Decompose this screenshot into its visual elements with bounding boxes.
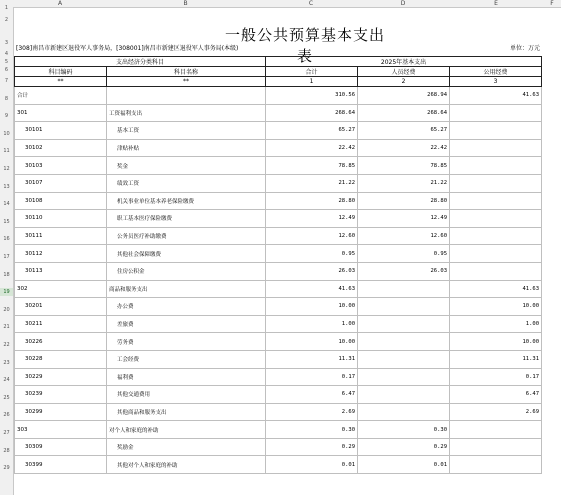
cell-code[interactable]: 301 [15,104,107,122]
column-header-b[interactable]: B [183,0,188,7]
cell-code[interactable]: 302 [15,280,107,298]
cell-name[interactable]: 奖金 [107,157,266,175]
table-row [15,139,542,157]
cell-public[interactable] [450,210,542,228]
table-row [15,298,542,316]
cell-name[interactable]: 差旅费 [107,315,266,333]
cell-personnel[interactable]: 0.01 [358,456,450,474]
budget-table [14,56,542,474]
row-number[interactable]: 12 [3,166,10,172]
table-row [15,122,542,140]
column-header-a[interactable]: A [57,0,63,7]
cell-code[interactable]: 30239 [15,386,107,404]
cell-total[interactable]: 6.47 [266,386,358,404]
cell-personnel[interactable] [358,315,450,333]
cell-name[interactable]: 其他交通费用 [107,386,266,404]
cell-total[interactable]: 41.63 [266,280,358,298]
cell-name[interactable]: 办公费 [107,298,266,316]
row-number[interactable]: 29 [3,465,10,472]
agency-label: [308]南昌市新建区退役军人事务局，[308001]南昌市新建区退役军人事务局(本级) [16,45,239,52]
cell-total[interactable]: 10.00 [266,298,358,316]
table-row [15,262,542,280]
table-row [15,386,542,404]
cell-code[interactable]: 30299 [15,403,107,421]
row-number[interactable]: 5 [4,59,9,65]
cell-code[interactable]: 30399 [15,456,107,474]
row-number[interactable]: 16 [3,236,10,243]
cell-public[interactable] [450,157,542,175]
row-number[interactable]: 24 [3,377,10,384]
cell-name[interactable]: 劳务费 [107,333,266,351]
cell-public[interactable]: 6.47 [450,386,542,404]
cell-public[interactable] [450,139,542,157]
cell-public[interactable] [450,421,542,439]
cell-total[interactable]: 310.56 [266,87,358,105]
cell-name[interactable]: 其他社会保障缴费 [107,245,266,263]
cell-name[interactable]: 奖励金 [107,438,266,456]
row-number[interactable]: 2 [4,17,9,23]
column-header-f[interactable]: F [550,0,554,7]
cell-personnel[interactable]: 28.80 [358,192,450,210]
row-number[interactable]: 25 [3,394,10,401]
cell-personnel[interactable]: 0.95 [358,245,450,263]
row-number[interactable]: 21 [3,324,10,331]
cell-personnel[interactable]: 0.30 [358,421,450,439]
cell-name[interactable]: 商品和服务支出 [107,280,266,298]
header-personnel[interactable]: 人员经费 [358,67,450,77]
row-number[interactable]: 4 [4,51,9,57]
cell-personnel[interactable]: 0.29 [358,438,450,456]
cell-public[interactable] [450,192,542,210]
cell-total[interactable]: 11.31 [266,350,358,368]
cell-personnel[interactable]: 26.03 [358,262,450,280]
table-row [15,245,542,263]
cell-total[interactable]: 2.69 [266,403,358,421]
cell-public[interactable] [450,438,542,456]
table-row [15,174,542,192]
cell-total[interactable]: 1.00 [266,315,358,333]
cell-personnel[interactable]: 12.49 [358,210,450,228]
cell-code[interactable]: 303 [15,421,107,439]
cell-code[interactable]: 30111 [15,227,107,245]
cell-total[interactable]: 21.22 [266,174,358,192]
table-row [15,87,542,105]
cell-personnel[interactable] [358,386,450,404]
cell-total[interactable]: 65.27 [266,122,358,140]
table-row [15,157,542,175]
cell-public[interactable]: 1.00 [450,315,542,333]
row-number[interactable]: 10 [3,130,10,137]
cell-total[interactable]: 268.64 [266,104,358,122]
cell-personnel[interactable] [358,403,450,421]
header-year-expense[interactable]: 2025年基本支出 [266,57,542,67]
unit-label: 单位：万元 [510,45,541,52]
cell-total[interactable]: 22.42 [266,139,358,157]
header-econ-class[interactable]: 支出经济分类科目 [15,57,266,67]
cell-name[interactable]: 其他商品和服务支出 [107,403,266,421]
cell-total[interactable]: 26.03 [266,262,358,280]
table-row [15,403,542,421]
table-row [15,210,542,228]
cell-name[interactable]: 其他对个人和家庭的补助 [107,456,266,474]
cell-total[interactable]: 0.17 [266,368,358,386]
cell-name[interactable]: 津贴补贴 [107,139,266,157]
cell-code[interactable]: 30229 [15,368,107,386]
cell-personnel[interactable]: 21.22 [358,174,450,192]
table-row [15,192,542,210]
row-number[interactable]: 23 [3,359,10,366]
row-number[interactable]: 9 [4,113,9,120]
cell-public[interactable]: 0.17 [450,368,542,386]
header-public[interactable]: 公用经费 [450,67,542,77]
cell-name[interactable]: 公务员医疗补助缴费 [107,227,266,245]
column-header-e[interactable]: E [494,0,498,7]
header-name[interactable]: 科目名称 [107,67,266,77]
column-header-d[interactable]: D [400,0,406,7]
cell-personnel[interactable]: 22.42 [358,139,450,157]
cell-code[interactable]: 30112 [15,245,107,263]
header-code[interactable]: 科目编码 [15,67,107,77]
cell-personnel[interactable] [358,368,450,386]
cell-personnel[interactable]: 65.27 [358,122,450,140]
row-number[interactable]: 26 [3,412,10,419]
cell-public[interactable] [450,174,542,192]
cell-code[interactable]: 30201 [15,298,107,316]
table-row [15,315,542,333]
cell-public[interactable] [450,227,542,245]
header-index-1[interactable]: 1 [266,77,358,87]
cell-public[interactable]: 10.00 [450,298,542,316]
cell-public[interactable]: 2.69 [450,403,542,421]
cell-name[interactable]: 机关事业单位基本养老保险缴费 [107,192,266,210]
cell-code[interactable]: 30226 [15,333,107,351]
cell-public[interactable] [450,456,542,474]
cell-total[interactable]: 0.29 [266,438,358,456]
cell-public[interactable] [450,262,542,280]
cell-code[interactable]: 30101 [15,122,107,140]
cell-name[interactable]: 工会经费 [107,350,266,368]
cell-total[interactable]: 12.49 [266,210,358,228]
cell-public[interactable]: 41.63 [450,87,542,105]
column-header-c[interactable]: C [308,0,314,7]
header-star-2[interactable]: ** [107,77,266,87]
cell-personnel[interactable] [358,280,450,298]
header-total[interactable]: 合计 [266,67,358,77]
table-row [15,104,542,122]
row-number[interactable]: 3 [4,40,9,46]
row-number[interactable]: 17 [3,254,10,260]
cell-code[interactable]: 30211 [15,315,107,333]
cell-name[interactable]: 福利费 [107,368,266,386]
row-number[interactable]: 18 [3,271,10,278]
cell-code[interactable]: 30110 [15,210,107,228]
cell-total[interactable]: 78.85 [266,157,358,175]
header-index-2[interactable]: 2 [358,77,450,87]
row-number[interactable]: 6 [4,67,9,73]
cell-total[interactable]: 0.30 [266,421,358,439]
page-title: 一般公共预算基本支出表 [224,26,385,65]
cell-personnel[interactable]: 12.60 [358,227,450,245]
cell-public[interactable] [450,104,542,122]
table-row [15,456,542,474]
cell-personnel[interactable] [358,298,450,316]
cell-name[interactable]: 基本工资 [107,122,266,140]
row-number[interactable]: 27 [3,430,10,436]
cell-total[interactable]: 12.60 [266,227,358,245]
table-row [15,368,542,386]
header-index-3[interactable]: 3 [450,77,542,87]
row-number[interactable]: 11 [3,148,10,155]
cell-name[interactable]: 职工基本医疗保险缴费 [107,210,266,228]
cell-name[interactable]: 工资福利支出 [107,104,266,122]
cell-name[interactable]: 绩效工资 [107,174,266,192]
cell-code[interactable]: 30107 [15,174,107,192]
table-row [15,227,542,245]
cell-public[interactable] [450,245,542,263]
row-number[interactable]: 19 [0,288,13,296]
cell-total[interactable]: 28.80 [266,192,358,210]
table-row [15,333,542,351]
cell-code[interactable]: 合计 [15,87,107,105]
cell-public[interactable]: 11.31 [450,350,542,368]
cell-personnel[interactable]: 78.85 [358,157,450,175]
cell-personnel[interactable] [358,350,450,368]
table-row [15,350,542,368]
row-number[interactable]: 1 [4,5,9,11]
cell-name[interactable] [107,87,266,105]
cell-personnel[interactable] [358,333,450,351]
cell-name[interactable]: 住房公积金 [107,262,266,280]
cell-public[interactable]: 10.00 [450,333,542,351]
column-header-bar [0,0,561,8]
cell-code[interactable]: 30228 [15,350,107,368]
cell-total[interactable]: 10.00 [266,333,358,351]
row-number[interactable]: 13 [3,183,10,190]
cell-code[interactable]: 30108 [15,192,107,210]
row-number[interactable]: 14 [3,201,10,208]
cell-personnel[interactable]: 268.64 [358,104,450,122]
row-number[interactable]: 20 [3,306,10,313]
table-row [15,438,542,456]
cell-personnel[interactable]: 268.94 [358,87,450,105]
row-number[interactable]: 28 [3,447,10,454]
cell-name[interactable]: 对个人和家庭的补助 [107,421,266,439]
cell-total[interactable]: 0.01 [266,456,358,474]
cell-total[interactable]: 0.95 [266,245,358,263]
row-number[interactable]: 15 [3,218,10,225]
cell-code[interactable]: 30309 [15,438,107,456]
cell-code[interactable]: 30103 [15,157,107,175]
row-number[interactable]: 22 [3,342,10,348]
cell-code[interactable]: 30113 [15,262,107,280]
header-star-1[interactable]: ** [15,77,107,87]
cell-public[interactable]: 41.63 [450,280,542,298]
cell-code[interactable]: 30102 [15,139,107,157]
cell-public[interactable] [450,122,542,140]
row-number[interactable]: 7 [4,78,9,84]
row-number[interactable]: 8 [4,95,9,102]
table-row [15,421,542,439]
row-header-bar [0,7,14,495]
table-row [15,280,542,298]
